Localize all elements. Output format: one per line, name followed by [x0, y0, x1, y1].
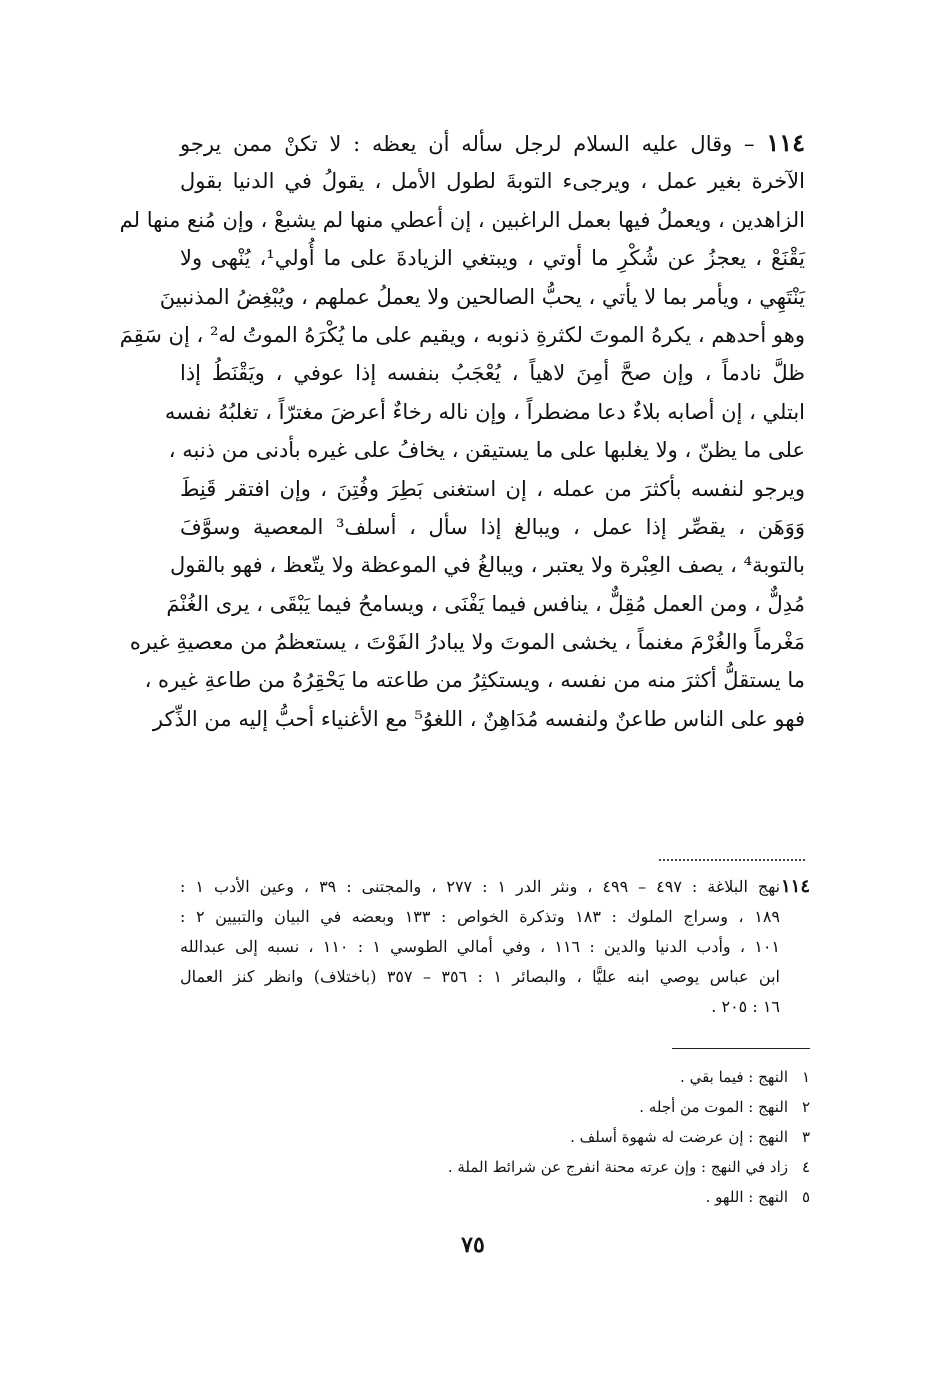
- source-line-text: ١٠١ ، وأدب الدنيا والدين : ١١٦ ، وفي أمالي الطوسي ١ : ١١٠ ، نسبه إلى عبدالله: [180, 937, 781, 956]
- footnote-number: ٥: [801, 1188, 810, 1206]
- source-line-text: ١٦ : ٢٠٥ .: [711, 997, 780, 1016]
- main-line: الزاهدين ، ويعملُ فيها بعمل الراغبين ، إن أعطي منها لم يشبعْ ، وإن مُنع منها لم: [119, 207, 805, 232]
- footnote: [310, 1182, 810, 1212]
- main-line: ابتلي ، إن أصابه بلاءٌ دعا مضطراً ، وإن ناله رخاءٌ أعرضَ مغترّاً ، تغلبُهُ نفسه: [164, 399, 805, 424]
- footnote: [310, 1062, 810, 1092]
- main-line: ويرجو لنفسه بأكثرَ من عمله ، إن استغنى بَطِرَ وفُتِنَ ، وإن افتقر قَنِطَ: [180, 476, 805, 501]
- source-line: [180, 902, 810, 932]
- footnote-text: النهج : إن عرضت له شهوة أسلف .: [570, 1128, 788, 1146]
- item-number: ١١٤: [766, 128, 805, 157]
- source-line-text: ابن عباس يوصي ابنه عليًّا ، والبصائر ١ : ٣٥٦ – ٣٥٧ (باختلاف) وانظر كنز العمال: [180, 967, 780, 986]
- main-line: مَغْرماً والغُرْمَ مغنماً ، يخشى الموتَ ولا يبادرُ الفَوْتَ ، يستعظمُ من معصيةِ غيره: [129, 630, 805, 655]
- main-line: على ما يظنّ ، ولا يغلبها على ما يستيقن ، يخافُ على غيره بأدنى من ذنبه ،: [168, 438, 805, 463]
- footnote-text: النهج : الموت من أجله .: [639, 1098, 788, 1116]
- footnotes-list: [310, 1062, 810, 1212]
- source-notes: [180, 872, 810, 1022]
- dotted-divider: [659, 859, 805, 861]
- footnote-number: ٢: [801, 1098, 810, 1116]
- source-line-text: ١٨٩ ، وسراج الملوك : ١٨٣ وتذكرة الخواص : ١٣٣ وبعضه في البيان والتبيين ٢ :: [180, 907, 781, 926]
- source-line-text: نهج البلاغة : ٤٩٧ – ٤٩٩ ، ونثر الدر ١ : ٢٧٧ ، والمجتنى : ٣٩ ، وعين الأدب ١ :: [180, 877, 781, 896]
- main-line: وهو أحدهم ، يكرهُ الموتَ لكثرةِ ذنوبه ، ويقيم على ما يُكْرَهُ الموتُ له² ، إن سَقِمَ: [119, 322, 805, 347]
- footnote-number: ٤: [801, 1158, 810, 1176]
- source-line: [180, 872, 810, 902]
- footnote-text: النهج : اللهو .: [705, 1188, 788, 1206]
- main-line: الآخرة بغير عمل ، ويرجىء التوبةَ لطول الأمل ، يقولُ في الدنيا بقول: [180, 169, 805, 194]
- page-number: ٧٥: [461, 1232, 485, 1258]
- main-line: ظلَّ نادماً ، وإن صحَّ أمِنَ لاهياً ، يُعْجَبُ بنفسه إذا عوفي ، ويَقْنَطُ إذا: [180, 361, 805, 386]
- source-line: [180, 992, 810, 1022]
- source-line: [180, 962, 810, 992]
- main-line: مُدِلٌّ ، ومن العمل مُقِلٌّ ، ينافس فيما يَفْنَى ، ويسامحُ فيما يَبْقَى ، يرى الغُنْمَ: [166, 591, 805, 616]
- footnote-text: النهج : فيما بقي .: [680, 1068, 788, 1086]
- footnote: [310, 1092, 810, 1122]
- footnote-text: زاد في النهج : وإن عرته محنة انفرج عن شرائط الملة .: [447, 1158, 788, 1176]
- main-line: وَوَهَن ، يقصِّر إذا عمل ، ويبالغ إذا سأل ، أسلف³ المعصية وسوَّفَ: [180, 514, 805, 539]
- source-number: ١١٤: [781, 876, 811, 897]
- footnote-number: ١: [801, 1068, 810, 1086]
- main-line: يَنْتَهِي ، ويأمر بما لا يأتي ، يحبُّ الصالحين ولا يعملُ عملهم ، ويُبْغِضُ المذنبينَ: [159, 284, 805, 309]
- main-line: ما يستقلُّ أكثرَ منه من نفسه ، ويستكثِرُ من طاعته ما يَحْقِرُهُ من طاعةِ غيره ،: [144, 668, 805, 693]
- main-paragraph: [119, 124, 805, 738]
- main-line: فهو على الناس طاعنٌ ولنفسه مُدَاهِنٌ ، اللغوُ⁵ مع الأغنياء أحبُّ إليه من الذِّكر: [152, 706, 805, 731]
- footnote: [310, 1122, 810, 1152]
- footnote-divider: [672, 1048, 810, 1049]
- main-line-text: – وقال عليه السلام لرجل سأله أن يعظه : لا تكنْ ممن يرجو: [180, 132, 755, 156]
- source-line: [180, 932, 810, 962]
- main-line: يَقْنَعْ ، يعجزُ عن شُكْرِ ما أوتي ، ويبتغي الزيادةَ على ما أُولي¹، يُنْهى ولا: [180, 246, 805, 271]
- main-line: [180, 124, 805, 162]
- main-line: بالتوبة⁴ ، يصف العِبْرة ولا يعتبر ، ويبالغُ في الموعظة ولا يتّعظ ، فهو بالقول: [170, 553, 805, 578]
- footnote: [310, 1152, 810, 1182]
- footnote-number: ٣: [801, 1128, 810, 1146]
